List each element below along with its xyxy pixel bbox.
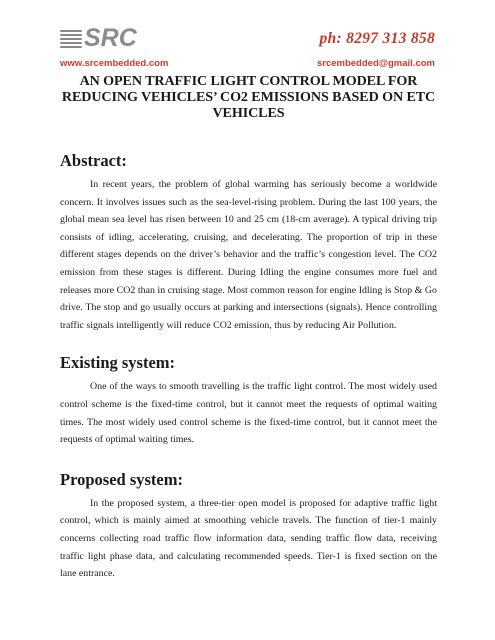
section-existing-system xyxy=(60,353,437,448)
section-paragraph: In recent years, the problem of global warming has seriously become a worldwide concern. It involves issues such as the sea-level-rising problem. During the last 100 years, the global mean sea level has risen between 10 and 25 cm (18-cm average). A typical driving trip consists of idling, accelerating, cruising, and decelerating. The proportion of trip in these different stages depends on the driver’s behavior and the traffic’s congestion level. The CO2 emission from these stages is different. During Idling the engine consumes more fuel and releases more CO2 than in cruising stage. Most common reason for engine Idling is Stop & Go drive. The stop and go usually occurs at parking and intersections (signals). Hence controlling traffic signals intelligently will reduce CO2 emission, thus by reducing Air Pollution. xyxy=(60,179,437,331)
section-paragraph: One of the ways to smooth travelling is the traffic light control. The most widely used control scheme is the fixed-time control, but it cannot meet the requests of optimal waiting times. The most widely used control scheme is the fixed-time control, but it cannot meet the requests of optimal waiting times. xyxy=(60,381,437,446)
company-logo xyxy=(60,24,140,53)
section-paragraph: In the proposed system, a three-tier open model is proposed for adaptive traffic light control, which is mainly aimed at smoothing vehicle travels. The function of tier-1 mainly concerns collecting road traffic flow information data, sending traffic flow data, receiving traffic light phase data, and calculating recommended speeds. Tier-1 is fixed section on the lane entrance. xyxy=(60,497,437,580)
document-title: AN OPEN TRAFFIC LIGHT CONTROL MODEL FOR REDUCING VEHICLES’ CO2 EMISSIONS BASED ON ETC VEHICLES xyxy=(61,73,436,121)
section-heading: Existing system: xyxy=(60,353,176,373)
document-body xyxy=(60,73,437,583)
logo-text: SRC xyxy=(84,24,137,52)
website-link[interactable]: www.srcembedded.com xyxy=(60,58,169,69)
section-heading: Abstract: xyxy=(60,151,127,170)
letterhead xyxy=(0,0,495,76)
phone-number: ph: 8297 313 858 xyxy=(319,30,435,47)
section-heading: Proposed system: xyxy=(60,469,183,489)
section-abstract xyxy=(60,151,437,334)
stripe-logo-icon xyxy=(60,30,82,50)
email-link[interactable]: srcembedded@gmail.com xyxy=(316,58,435,69)
section-proposed-system xyxy=(60,470,437,583)
